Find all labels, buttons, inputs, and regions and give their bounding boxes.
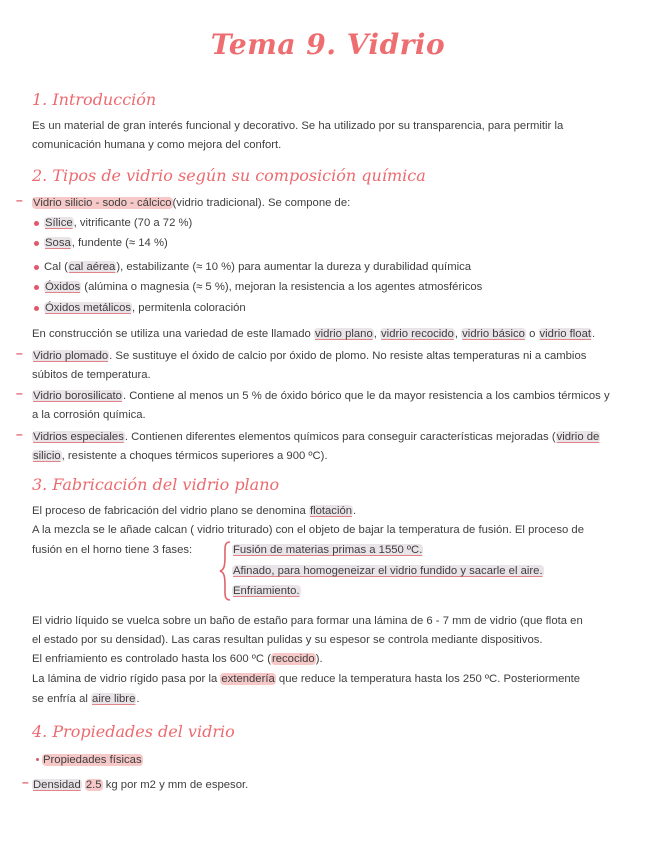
highlight-term: aire libre (92, 693, 136, 705)
text: . Contiene al menos un 5 % de óxido bórico que le da mayor resistencia a los cambios térmicos y (122, 390, 610, 402)
fabricacion-line-1 (32, 502, 356, 521)
highlight-term: Vidrio plomado (33, 350, 109, 362)
component-item (44, 278, 482, 297)
dash-bullet: – (16, 386, 23, 400)
highlight-term: flotación (309, 505, 353, 517)
bullet-dot (36, 758, 39, 761)
highlight-term: recocido (271, 653, 315, 665)
fabricacion-line-4: El vidrio líquido se vuelca sobre un baño de estaño para formar una lámina de 6 - 7 mm de vidrio (que flota en (32, 615, 583, 627)
borosilicato-line-2: a la corrosión química. (32, 409, 146, 421)
text: El proceso de fabricación del vidrio plano se denomina (32, 505, 309, 517)
component-item (44, 299, 246, 318)
bullet-dot (34, 221, 39, 226)
text: , resistente a choques térmicos superiores a 900 ºC). (61, 450, 328, 462)
component-item (44, 258, 471, 277)
text: La lámina de vidrio rígido pasa por la (32, 673, 221, 685)
highlight-value: 2.5 (85, 779, 102, 791)
text: . (592, 328, 596, 340)
borosilicato-line-1 (32, 387, 610, 406)
dash-bullet: – (16, 193, 23, 207)
text: . Se sustituye el óxido de calcio por óxido de plomo. No resiste altas temperaturas ni a cambios (109, 350, 587, 362)
highlight-term: silicio (33, 450, 61, 462)
bullet-dot (34, 306, 39, 311)
sodico-line (32, 194, 350, 213)
text: . Contienen diferentes elementos químicos para conseguir características mejoradas ( (124, 431, 556, 443)
sodico-text: (vidrio tradicional). Se compone de: (172, 197, 351, 209)
highlight-term: Óxidos (45, 281, 81, 293)
bullet-dot (34, 241, 39, 246)
propiedades-subheading (42, 751, 143, 770)
especiales-line-1 (32, 428, 600, 447)
fase-item (232, 562, 544, 581)
item-text: ), estabilizante (≈ 10 %) para aumentar la dureza y durabilidad química (116, 261, 472, 273)
item-text: , fundente (≈ 14 %) (71, 237, 168, 249)
text: , (373, 328, 381, 340)
text: , (454, 328, 462, 340)
text: que reduce la temperatura hasta los 250 ºC. Posteriormente (275, 673, 581, 685)
densidad-line (32, 776, 248, 795)
fase-item (232, 582, 301, 601)
section-heading-introduccion: 1. Introducción (32, 90, 157, 109)
fabricacion-line-7 (32, 670, 580, 689)
item-text: (alúmina o magnesia (≈ 5 %), mejoran la resistencia a los agentes atmosféricos (81, 281, 483, 293)
section-heading-fabricacion: 3. Fabricación del vidrio plano (32, 475, 280, 494)
text: . (353, 505, 357, 517)
highlight-term: vidrio básico (462, 328, 525, 340)
dash-bullet: – (16, 346, 23, 360)
section-heading-tipos: 2. Tipos de vidrio según su composición química (32, 166, 426, 185)
especiales-line-2 (32, 447, 328, 466)
highlight-term: vidrio de (556, 431, 600, 443)
highlight-term: vidrio recocido (381, 328, 454, 340)
highlight-term: Sílice (45, 217, 73, 229)
text: se enfría al (32, 693, 92, 705)
item-text: , vitrificante (70 a 72 %) (73, 217, 193, 229)
document-title: Tema 9. Vidrio (210, 28, 446, 61)
bullet-dot (34, 285, 39, 290)
text: . (136, 693, 140, 705)
highlight-term: Afinado, para homogeneizar el vidrio fundido y sacarle el aire. (233, 565, 543, 577)
highlight-term: Sosa (45, 237, 71, 249)
highlight-term: vidrio plano (314, 328, 373, 340)
fabricacion-line-5: el estado por su densidad). Las caras resultan pulidas y su espesor se controla mediante dispositivos. (32, 634, 543, 646)
highlight-term: Fusión de materias primas a 1550 ºC. (233, 544, 423, 556)
brace-icon (218, 540, 232, 602)
highlight-term: Propiedades físicas (43, 754, 142, 766)
intro-line-2: comunicación humana y como mejora del confort. (32, 139, 282, 151)
construccion-line (32, 325, 595, 344)
item-text: Cal ( (44, 261, 68, 273)
plomado-line-1 (32, 347, 586, 366)
highlight-term: extendería (221, 673, 275, 685)
highlight-term: vidrio float (539, 328, 592, 340)
plomado-line-2: súbitos de temperatura. (32, 369, 151, 381)
text: o (525, 328, 539, 340)
bullet-dot (34, 265, 39, 270)
item-text: , permitenla coloración (132, 302, 246, 314)
fabricacion-line-3: fusión en el horno tiene 3 fases: (32, 544, 193, 556)
section-heading-propiedades: 4. Propiedades del vidrio (32, 722, 235, 741)
component-item (44, 234, 168, 253)
component-item (44, 214, 192, 233)
highlight-term: Vidrios especiales (33, 431, 124, 443)
text: ). (315, 653, 323, 665)
highlight-term: Vidrio silicio - sodo - cálcico (33, 197, 172, 209)
dash-bullet: – (16, 427, 23, 441)
highlight-term: Vidrio borosilicato (33, 390, 122, 402)
fase-item (232, 541, 423, 560)
fabricacion-line-2: A la mezcla se le añade calcan ( vidrio triturado) con el objeto de bajar la temperatura de fusión. El proceso de (32, 524, 584, 536)
fabricacion-line-6 (32, 650, 323, 669)
highlight-term: cal aérea (68, 261, 116, 273)
highlight-term: Densidad (33, 779, 81, 791)
fabricacion-line-8 (32, 690, 140, 709)
intro-line-1: Es un material de gran interés funcional y decorativo. Se ha utilizado por su transparencia, para permitir la (32, 120, 564, 132)
text: En construcción se utiliza una variedad de este llamado (32, 328, 314, 340)
dash-bullet: – (22, 775, 29, 789)
text: kg por m2 y mm de espesor. (102, 779, 249, 791)
highlight-term: Enfriamiento. (233, 585, 300, 597)
text: El enfriamiento es controlado hasta los 600 ºC ( (32, 653, 271, 665)
highlight-term: Óxidos metálicos (45, 302, 132, 314)
